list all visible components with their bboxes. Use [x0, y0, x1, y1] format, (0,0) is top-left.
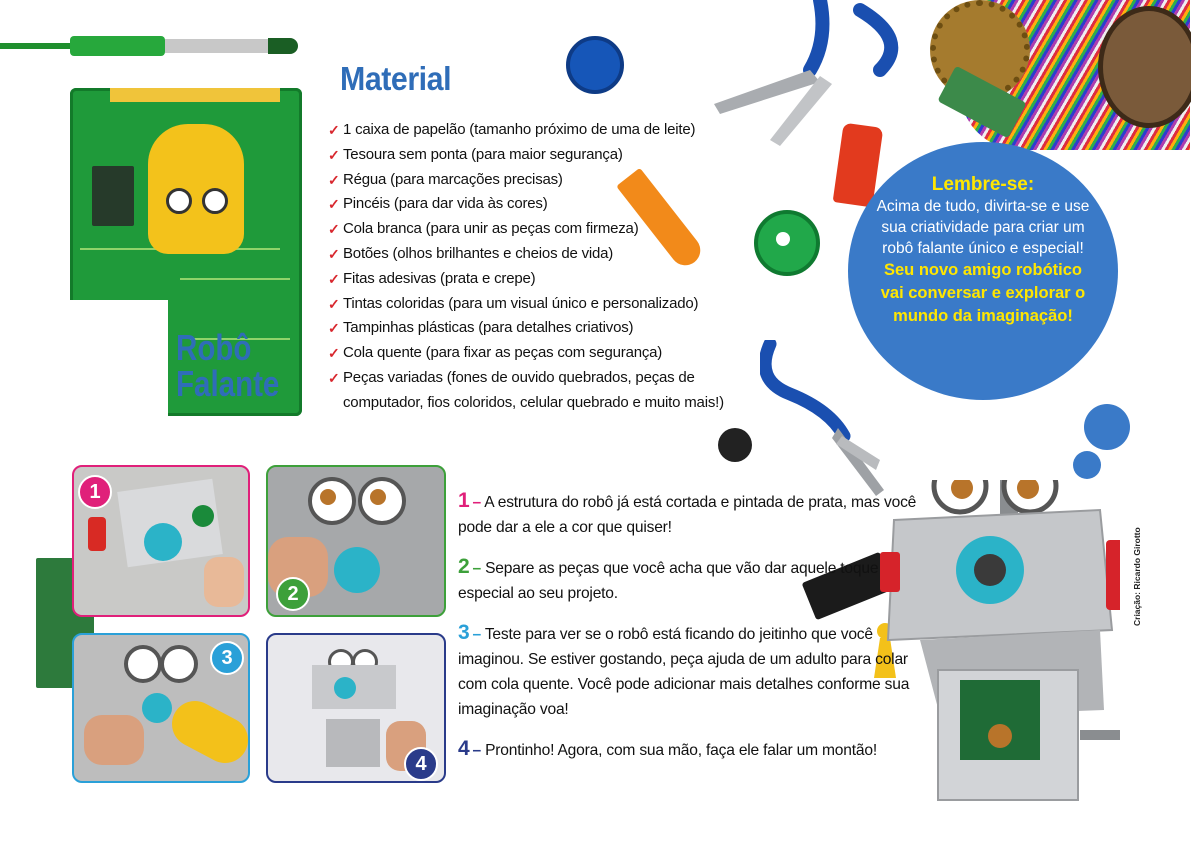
blue-bottle-cap-image: [566, 36, 624, 94]
step-number: 1: [458, 489, 470, 512]
step-4: 4 – Prontinho! Agora, com sua mão, faça ele falar um montão!: [458, 737, 877, 760]
reminder-highlight: Seu novo amigo robótico vai conversar e explorar o mundo da imaginação!: [880, 261, 1086, 325]
material-heading: Material: [340, 60, 452, 97]
step-text: Separe as peças que você acha que vão dar aquele toque especial ao seu projeto.: [458, 560, 879, 602]
reminder-text: [872, 174, 1094, 328]
step-badge: 4: [404, 747, 438, 781]
paintbrush-image: [0, 34, 300, 58]
yellow-robot-figure: [148, 124, 244, 254]
step-text: A estrutura do robô já está cortada e pintada de prata, mas você pode dar a ele a cor que quiser!: [458, 494, 917, 536]
step-number: 4: [458, 737, 470, 760]
material-item: ✓ Tintas coloridas (para um visual único e personalizado): [328, 292, 728, 317]
speaker-image: [1098, 6, 1191, 128]
material-item: ✓ Cola quente (para fixar as peças com segurança): [328, 341, 728, 366]
step-text: Prontinho! Agora, com sua mão, faça ele falar um montão!: [485, 742, 877, 759]
step-number: 3: [458, 621, 470, 644]
reminder-title: Lembre-se:: [931, 174, 1035, 195]
material-item: ✓ Botões (olhos brilhantes e cheios de vida): [328, 242, 728, 267]
step-1: 1 – A estrutura do robô já está cortada e pintada de prata, mas você pode dar a ele a cor que quiser!: [458, 489, 917, 536]
title-line: Falante: [176, 363, 280, 404]
green-cap-image: [754, 210, 820, 276]
step-1-photo: [72, 465, 250, 617]
cloud-bubble: [1073, 451, 1101, 479]
reminder-body: Acima de tudo, divirta-se e use sua criatividade para criar um robô falante único e especial!: [876, 198, 1090, 257]
material-item: ✓ 1 caixa de papelão (tamanho próximo de uma de leite): [328, 118, 728, 143]
step-4-photo: [266, 633, 446, 783]
step-3: 3 – Teste para ver se o robô está ficando do jeitinho que você imaginou. Se estiver gostando, peça ajuda de um adulto para colar com cola quente. Você pode adicionar mais detalhes conforme sua imaginação voa!: [458, 621, 910, 718]
step-3-photo: [72, 633, 250, 783]
material-item: ✓ Tesoura sem ponta (para maior segurança): [328, 143, 728, 168]
step-badge: 3: [210, 641, 244, 675]
material-item: ✓ Tampinhas plásticas (para detalhes criativos): [328, 316, 728, 341]
finished-robot-image: [880, 480, 1120, 810]
instructions: [458, 488, 918, 777]
material-item: ✓ Peças variadas (fones de ouvido quebrados, peças de computador, fios coloridos, celular quebrado e muito mais!): [328, 366, 728, 416]
screw-image: [718, 428, 752, 462]
photo-credit: Criação: Ricardo Girotto: [1132, 527, 1142, 626]
title-line: Robô: [176, 327, 252, 368]
material-item: ✓ Cola branca (para unir as peças com firmeza): [328, 217, 728, 242]
step-badge: 2: [276, 577, 310, 611]
step-2: 2 – Separe as peças que você acha que vão dar aquele toque especial ao seu projeto.: [458, 555, 879, 602]
blue-scissors-image: [760, 340, 890, 510]
cloud-bubble: [1084, 404, 1130, 450]
material-item: ✓ Pincéis (para dar vida às cores): [328, 192, 728, 217]
step-badge: 1: [78, 475, 112, 509]
step-number: 2: [458, 555, 470, 578]
step-text: Teste para ver se o robô está ficando do jeitinho que você imaginou. Se estiver gostando, peça ajuda de um adulto para colar com cola quente. Você pode adicionar mais detalhes conforme sua imaginação voa!: [458, 626, 910, 718]
material-item: ✓ Régua (para marcações precisas): [328, 168, 728, 193]
material-list: [328, 118, 728, 416]
scissors-image: [710, 0, 910, 150]
step-2-photo: [266, 465, 446, 617]
material-item: ✓ Fitas adesivas (prata e crepe): [328, 267, 728, 292]
page-title: [176, 327, 280, 404]
